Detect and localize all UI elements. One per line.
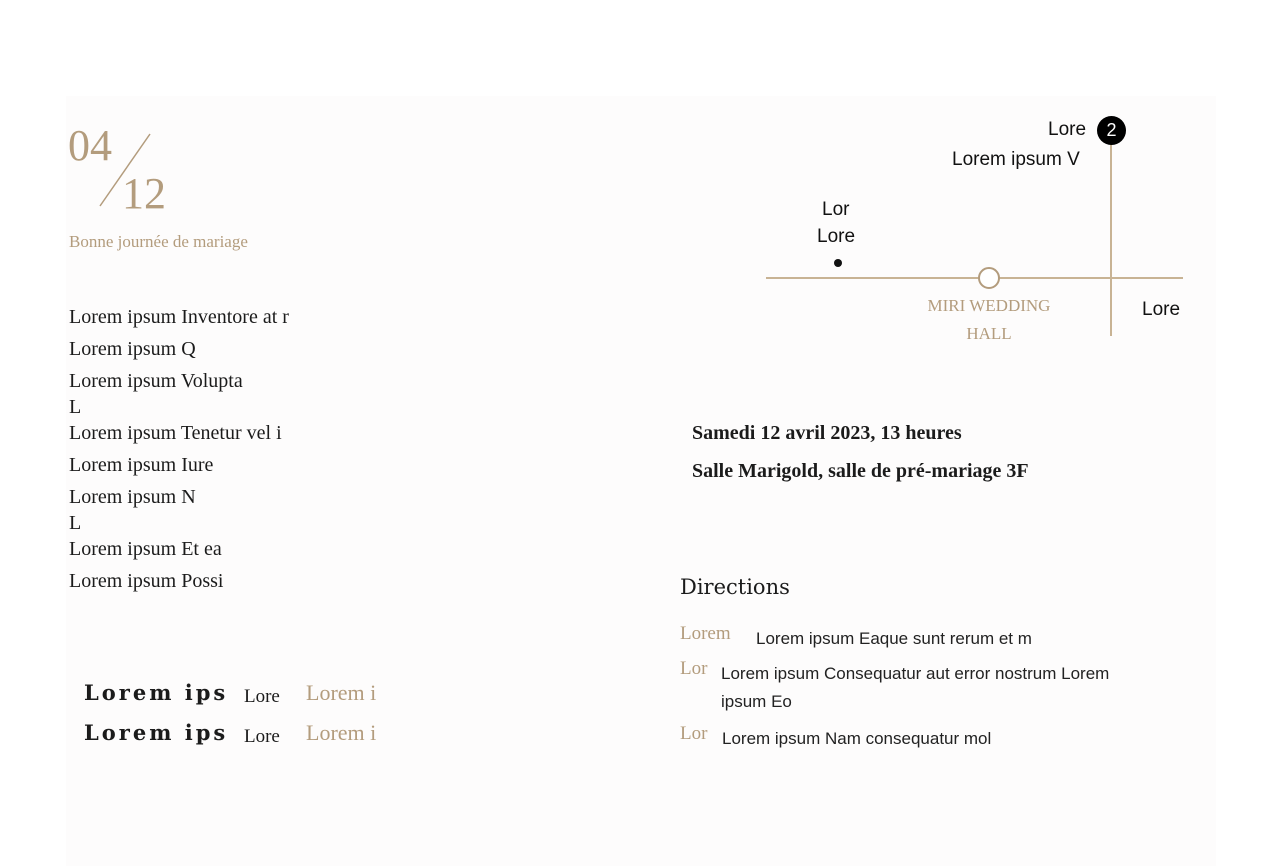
program-item: Lorem ipsum Iure: [69, 454, 214, 476]
contact-phone-link[interactable]: Lorem i: [306, 680, 377, 705]
map-venue-marker-icon: [978, 267, 1000, 289]
event-datetime: Samedi 12 avril 2023, 13 heures: [692, 422, 962, 444]
map-landmark-dot-icon: [834, 259, 842, 267]
date-month: 12: [122, 169, 166, 218]
map-road-vertical: [1110, 132, 1112, 336]
direction-text: Lorem ipsum Consequatur aut error nostrum Lorem ipsum Eo: [721, 664, 1110, 711]
program-list: [69, 304, 289, 594]
contact-row: [84, 720, 377, 750]
direction-label: Lor: [680, 658, 708, 679]
direction-text: Lorem ipsum Eaque sunt rerum et m: [756, 629, 1032, 648]
contact-role: Lore: [244, 726, 280, 747]
venue-name-line: MIRI WEDDING: [927, 296, 1051, 315]
program-item: L: [69, 396, 82, 418]
map-venue-label: [912, 292, 1066, 348]
contact-name: Lorem ips: [84, 720, 229, 745]
map-label: Lor: [822, 199, 850, 220]
direction-text: Lorem ipsum Nam consequatur mol: [722, 729, 992, 748]
program-item: L: [69, 512, 82, 534]
program-item: Lorem ipsum Possi: [69, 570, 224, 592]
contact-row: [84, 680, 377, 710]
event-place: Salle Marigold, salle de pré-mariage 3F: [692, 460, 1029, 482]
direction-label: Lorem: [680, 623, 731, 644]
event-info: [692, 414, 1029, 490]
map-label: Lorem ipsum V: [952, 149, 1080, 170]
map-number-badge: 2: [1097, 116, 1126, 145]
direction-label: Lor: [680, 723, 708, 744]
contact-role: Lore: [244, 686, 280, 707]
program-item: Lorem ipsum Et ea: [69, 538, 222, 560]
map-road-horizontal: [766, 277, 1183, 279]
directions-title: Directions: [680, 575, 790, 599]
program-item: Lorem ipsum Volupta: [69, 370, 243, 392]
map-label: Lore: [1048, 119, 1087, 140]
program-item: Lorem ipsum Tenetur vel i: [69, 422, 282, 444]
map-label: Lore: [1142, 299, 1181, 320]
date-day: 04: [68, 121, 112, 170]
date-subtitle: Bonne journée de mariage: [69, 232, 248, 251]
program-item: Lorem ipsum Q: [69, 338, 196, 360]
program-item: Lorem ipsum Inventore at r: [69, 306, 289, 328]
program-item: Lorem ipsum N: [69, 486, 196, 508]
venue-name-line: HALL: [966, 324, 1012, 343]
contact-name: Lorem ips: [84, 680, 229, 705]
map-label: Lore: [817, 226, 856, 247]
contact-phone-link[interactable]: Lorem i: [306, 720, 377, 745]
